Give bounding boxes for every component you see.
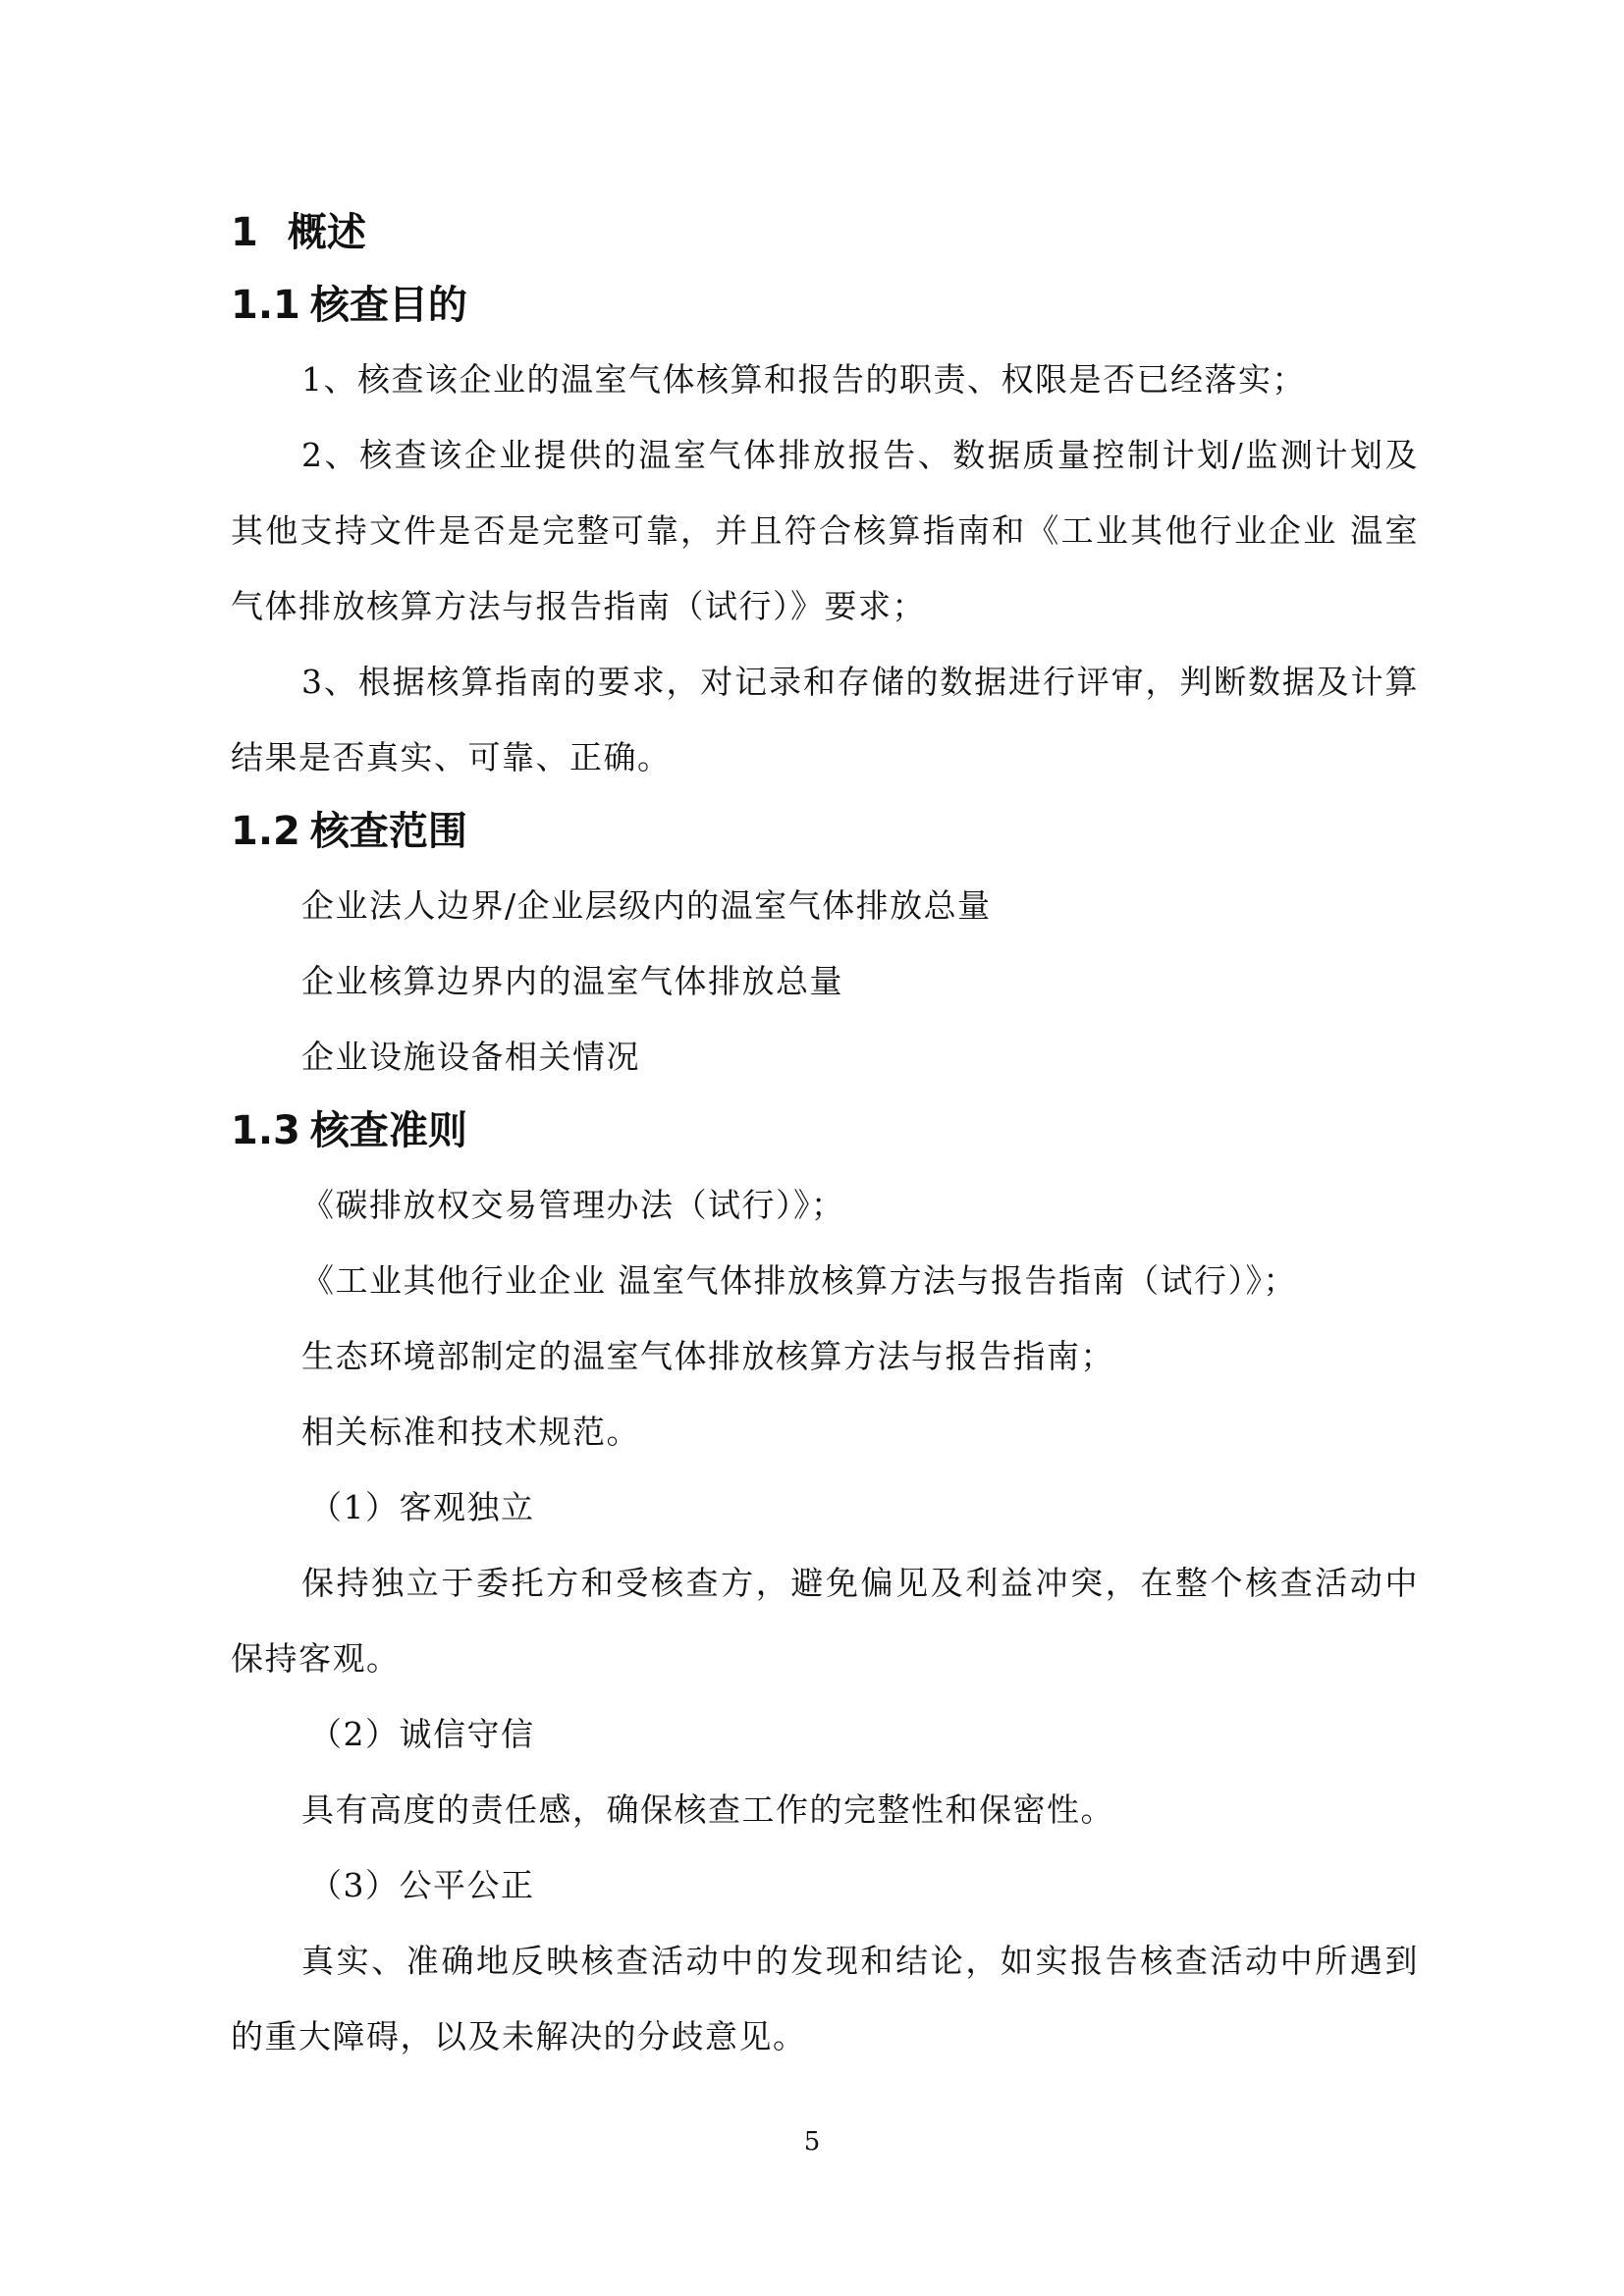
section-1-1-number: 1.1 xyxy=(231,283,300,328)
section-1-2-title: 核查范围 xyxy=(309,809,467,854)
criteria-item-2: 《工业其他行业企业 温室气体排放核算方法与报告指南（试行）》； xyxy=(301,1261,1297,1300)
principle-3-text: 真实、准确地反映核查活动中的发现和结论，如实报告核查活动中所遇到的重大障碍，以及未解决的分歧意见。 xyxy=(231,1942,1419,2056)
section-1-2-heading xyxy=(231,795,1419,868)
page-content xyxy=(231,196,1419,2074)
principle-3-heading: （3）公平公正 xyxy=(309,1866,535,1904)
section-1-1-heading xyxy=(231,269,1419,342)
purpose-paragraph-1: 1、核查该企业的温室气体核算和报告的职责、权限是否已经落实； xyxy=(301,360,1306,399)
page-number: 5 xyxy=(803,2127,821,2157)
purpose-paragraph-2: 2、核查该企业提供的温室气体排放报告、数据质量控制计划/监测计划及其他支持文件是否是完整可靠，并且符合核算指南和《工业其他行业企业 温室气体排放核算方法与报告指南（试行）》要求； xyxy=(231,436,1419,625)
section-1-1-title: 核查目的 xyxy=(309,283,467,328)
scope-item-1: 企业法人边界/企业层级内的温室气体排放总量 xyxy=(301,886,992,925)
section-1-3-number: 1.3 xyxy=(231,1108,300,1153)
section-1-heading xyxy=(231,196,1419,269)
criteria-item-4: 相关标准和技术规范。 xyxy=(301,1413,640,1451)
principle-1-text: 保持独立于委托方和受核查方，避免偏见及利益冲突，在整个核查活动中保持客观。 xyxy=(231,1564,1419,1678)
principle-2-text: 具有高度的责任感，确保核查工作的完整性和保密性。 xyxy=(301,1790,1114,1829)
section-1-3-title: 核查准则 xyxy=(309,1108,467,1153)
principle-1-heading: （1）客观独立 xyxy=(309,1488,535,1526)
section-1-title: 概述 xyxy=(287,210,366,255)
scope-item-2: 企业核算边界内的温室气体排放总量 xyxy=(301,962,843,1000)
section-1-number: 1 xyxy=(231,210,258,255)
section-1-2-number: 1.2 xyxy=(231,809,300,854)
section-1-3-heading xyxy=(231,1095,1419,1167)
scope-item-3: 企业设施设备相关情况 xyxy=(301,1038,640,1076)
criteria-item-3: 生态环境部制定的温室气体排放核算方法与报告指南； xyxy=(301,1337,1114,1375)
purpose-paragraph-3: 3、根据核算指南的要求，对记录和存储的数据进行评审，判断数据及计算结果是否真实、可靠、正确。 xyxy=(231,663,1419,776)
principle-2-heading: （2）诚信守信 xyxy=(309,1715,535,1753)
criteria-item-1: 《碳排放权交易管理办法（试行）》； xyxy=(301,1186,845,1224)
